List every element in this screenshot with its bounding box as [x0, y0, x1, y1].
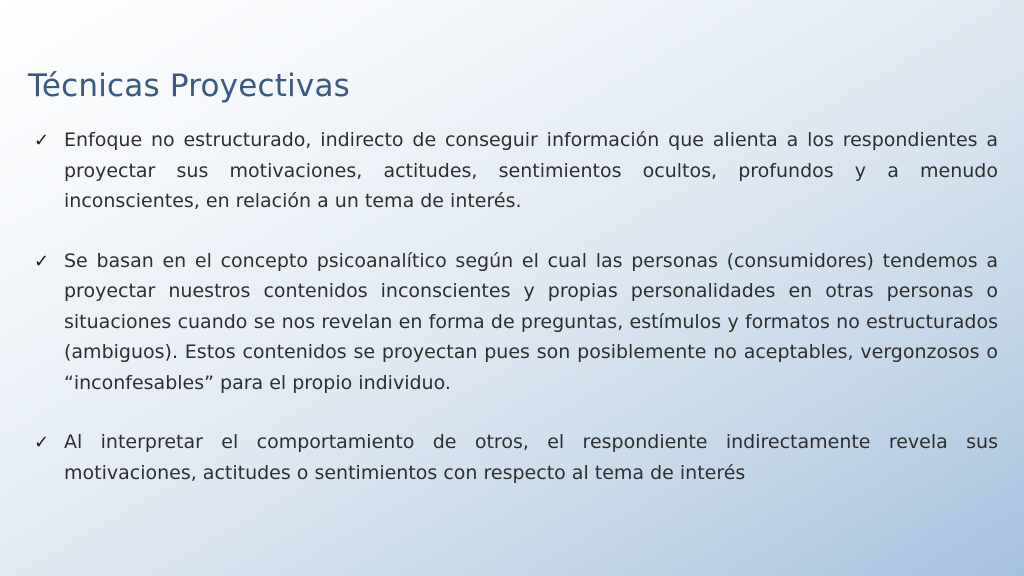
bullet-item [34, 427, 998, 488]
check-icon: ✓ [34, 250, 50, 272]
bullet-item [34, 246, 998, 399]
bullet-text: Se basan en el concepto psicoanalítico según el cual las personas (consumidores) tendemos a proyectar nuestros contenidos inconscientes y propias personalidades en otras personas o situaciones cuando se nos revelan en forma de preguntas, estímulos y formatos no estructurados (ambiguos). Estos contenidos se proyectan pues son posiblemente no aceptables, vergonzosos o “inconfesables” para el propio individuo. [64, 249, 998, 394]
slide-title: Técnicas Proyectivas [28, 68, 350, 104]
bullet-list [34, 125, 998, 517]
check-icon: ✓ [34, 432, 50, 453]
bullet-text: Enfoque no estructurado, indirecto de conseguir información que alienta a los respondientes a proyectar sus motivaciones, actitudes, sentimientos ocultos, profundos y a menudo inconscientes, en relación a un tema de interés. [64, 129, 998, 212]
bullet-item [34, 125, 998, 217]
check-icon: ✓ [34, 130, 50, 151]
bullet-text: Al interpretar el comportamiento de otros, el respondiente indirectamente revela sus motivaciones, actitudes o sentimientos con respecto al tema de interés [64, 431, 998, 484]
